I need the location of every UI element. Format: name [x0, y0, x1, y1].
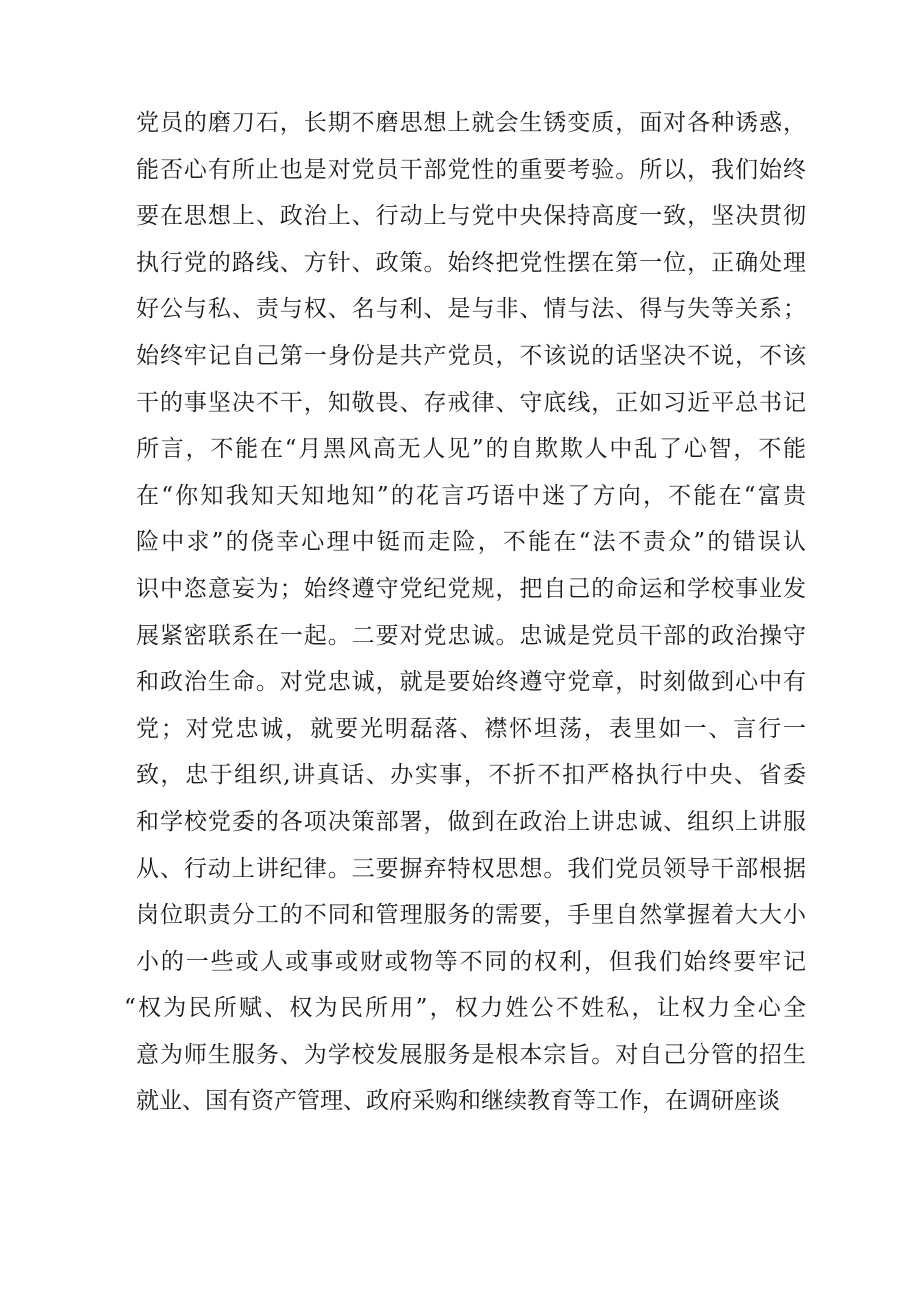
text-line: 党；对党忠诚，就要光明磊落、襟怀坦荡，表里如一、言行一 [136, 715, 806, 742]
body-text [124, 100, 806, 1125]
text-line: 要在思想上、政治上、行动上与党中央保持高度一致，坚决贯彻 [136, 203, 806, 230]
text-line: 好公与私、责与权、名与利、是与非、情与法、得与失等关系； [136, 296, 806, 323]
text-line: 从、行动上讲纪律。三要摒弃特权思想。我们党员领导干部根据 [136, 855, 806, 882]
text-line: 就业、国有资产管理、政府采购和继续教育等工作，在调研座谈 [136, 1088, 780, 1115]
text-line: 执行党的路线、方针、政策。始终把党性摆在第一位，正确处理 [136, 249, 806, 276]
text-line: 和学校党委的各项决策部署，做到在政治上讲忠诚、组织上讲服 [136, 808, 806, 835]
text-line: 致，忠于组织,讲真话、办实事，不折不扣严格执行中央、省委 [136, 762, 806, 789]
text-line: 和政治生命。对党忠诚，就是要始终遵守党章，时刻做到心中有 [136, 669, 806, 696]
text-line: 干的事坚决不干，知敬畏、存戒律、守底线，正如习近平总书记 [136, 389, 806, 416]
text-line: 小的一些或人或事或财或物等不同的权利，但我们始终要牢记 [136, 948, 806, 975]
text-line: “权为民所赋、权为民所用”，权力姓公不姓私，让权力全心全 [124, 995, 806, 1022]
text-line: 所言，不能在“月黑风高无人见”的自欺欺人中乱了心智，不能 [136, 436, 806, 463]
text-line: 始终牢记自己第一身份是共产党员，不该说的话坚决不说，不该 [136, 342, 806, 369]
text-line: 意为师生服务、为学校发展服务是根本宗旨。对自己分管的招生 [136, 1041, 806, 1068]
text-line: 识中恣意妄为；始终遵守党纪党规，把自己的命运和学校事业发 [136, 575, 806, 602]
text-line: 党员的磨刀石，长期不磨思想上就会生锈变质，面对各种诱惑， [136, 110, 806, 136]
text-line: 能否心有所止也是对党员干部党性的重要考验。所以，我们始终 [136, 156, 806, 183]
text-line: 岗位职责分工的不同和管理服务的需要，手里自然掌握着大大小 [136, 902, 806, 929]
text-line: 在“你知我知天知地知”的花言巧语中迷了方向，不能在“富贵 [136, 482, 806, 509]
text-line: 险中求”的侥幸心理中铤而走险，不能在“法不责众”的错误认 [136, 529, 806, 556]
text-line: 展紧密联系在一起。二要对党忠诚。忠诚是党员干部的政治操守 [136, 622, 806, 649]
